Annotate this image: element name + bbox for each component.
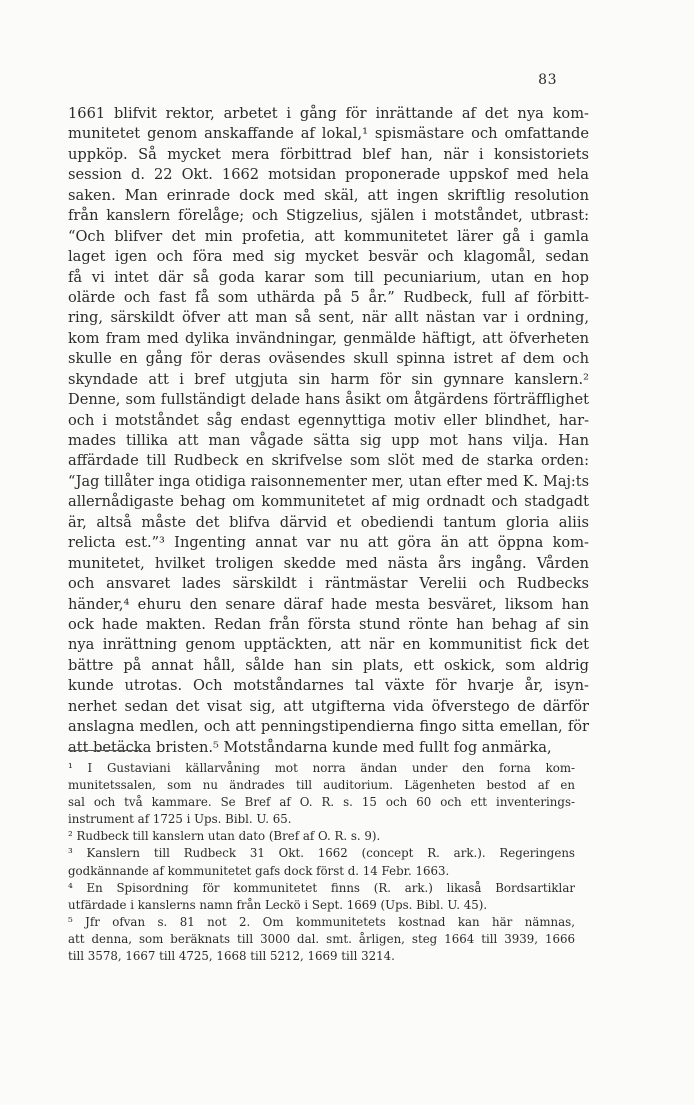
main-text-line: bättre på annat håll, sålde han sin plats, ett oskick, som aldrig (68, 656, 589, 674)
main-text-line: att betäcka bristen.⁵ Motståndarna kunde med fullt fog anmärka, (68, 738, 552, 756)
main-text-line: och i motståndet såg endast egennyttiga motiv eller blindhet, har- (68, 411, 589, 429)
main-text-line: affärdade till Rudbeck en skrifvelse som slöt med de starka orden: (68, 452, 589, 470)
main-text-line: är, altså måste det blifva därvid et obediendi tantum gloria aliis (68, 513, 589, 531)
main-text-line: relicta est.”³ Ingenting annat var nu att göra än att öppna kom- (68, 534, 589, 552)
main-text-line: och ansvaret lades särskildt i räntmästar Verelii och Rudbecks (68, 575, 589, 593)
main-text-line: få vi intet där så goda karar som till pecuniarium, utan en hop (68, 268, 589, 286)
main-text-line: anslagna medlen, och att penningstipendierna fingo sitta emellan, för (68, 718, 589, 736)
footnote-line: ³ Kanslern till Rudbeck 31 Okt. 1662 (concept R. ark.). Regeringens (68, 846, 575, 861)
main-text-line: nerhet sedan det visat sig, att utgifterna vida öfverstego de därför (68, 697, 589, 715)
footnote-line: ¹ I Gustaviani källarvåning mot norra ändan under den forna kom- (68, 761, 575, 775)
footnote-line: munitetssalen, som nu ändrades till auditorium. Lägenheten bestod af en (68, 778, 575, 793)
main-text-line: skulle en gång för deras oväsendes skull spinna istret af dem och (68, 350, 589, 368)
main-body-text (68, 104, 589, 758)
main-text-line: kom fram med dylika invändningar, genmälde häftigt, att öfverheten (68, 329, 589, 347)
main-text-line: uppköp. Så mycket mera förbittrad blef han, när i konsistoriets (68, 145, 589, 163)
main-text-line: Denne, som fullständigt delade hans åsikt om åtgärdens förträfflighet (68, 391, 589, 409)
footnote-line: att denna, som beräknats till 3000 dal. smt. årligen, steg 1664 till 3939, 1666 (68, 931, 575, 946)
footnote-line: ² Rudbeck till kanslern utan dato (Bref af O. R. s. 9). (68, 829, 381, 844)
footnote-line: till 3578, 1667 till 4725, 1668 till 5212, 1669 till 3214. (68, 949, 395, 964)
footnote-line: godkännande af kommunitetet gafs dock först d. 14 Febr. 1663. (68, 863, 450, 878)
footnote-line: sal och två kammare. Se Bref af O. R. s. 15 och 60 och ett inventerings- (68, 795, 575, 810)
main-text-line: mades tillika att man vågade sätta sig upp mot hans vilja. Han (68, 432, 589, 449)
main-text-line: munitetet genom anskaffande af lokal,¹ spismästare och omfattande (68, 125, 589, 143)
main-text-line: 1661 blifvit rektor, arbetet i gång för inrättande af det nya kom- (68, 105, 589, 122)
main-text-line: nya inrättning genom upptäckten, att när en kommunitist fick det (68, 636, 589, 654)
footnote-line: ⁵ Jfr ofvan s. 81 not 2. Om kommunitetets kostnad kan här nämnas, (68, 914, 575, 929)
footnote-divider (68, 750, 140, 751)
main-text-line: olärde och fast få som uthärda på 5 år.” Rudbeck, full af förbitt- (68, 288, 589, 306)
main-text-line: saken. Man erinrade dock med skäl, att ingen skriftlig resolution (68, 186, 589, 204)
main-text-line: ock hade makten. Redan från första stund rönte han behag af sin (68, 615, 589, 633)
main-text-line: “Och blifver det min profetia, att kommunitetet lärer gå i gamla (68, 227, 589, 245)
footnotes (68, 760, 575, 965)
footnote-line: instrument af 1725 i Ups. Bibl. U. 65. (68, 812, 292, 827)
main-text-line: kunde utrotas. Och motståndarnes tal växte för hvarje år, isyn- (68, 677, 589, 695)
main-text-line: ring, särskildt öfver att man så sent, när allt nästan var i ordning, (68, 309, 589, 327)
main-text-line: händer,⁴ ehuru den senare däraf hade mesta besväret, liksom han (68, 595, 589, 613)
footnote-line: ⁴ En Spisordning för kommunitetet finns (R. ark.) likaså Bordsartiklar (68, 880, 575, 895)
footnote-line: utfärdade i kanslerns namn från Leckö i Sept. 1669 (Ups. Bibl. U. 45). (68, 897, 488, 912)
main-text-line: laget igen och föra med sig mycket besvär och klagomål, sedan (68, 248, 589, 266)
main-text-line: skyndade att i bref utgjuta sin harm för sin gynnare kanslern.² (68, 370, 589, 388)
page-number: 83 (538, 72, 557, 88)
main-text-line: munitetet, hvilket troligen skedde med nästa års ingång. Vården (68, 554, 589, 572)
main-text-line: “Jag tillåter inga otidiga raisonnementer mer, utan efter med K. Maj:ts (68, 473, 589, 490)
main-text-line: från kanslern förelåge; och Stigzelius, själen i motståndet, utbrast: (68, 207, 589, 225)
main-text-line: session d. 22 Okt. 1662 motsidan proponerade uppskof med hela (68, 166, 589, 184)
main-text-line: allernådigaste behag om kommunitetet af mig ordnadt och stadgadt (68, 493, 589, 511)
